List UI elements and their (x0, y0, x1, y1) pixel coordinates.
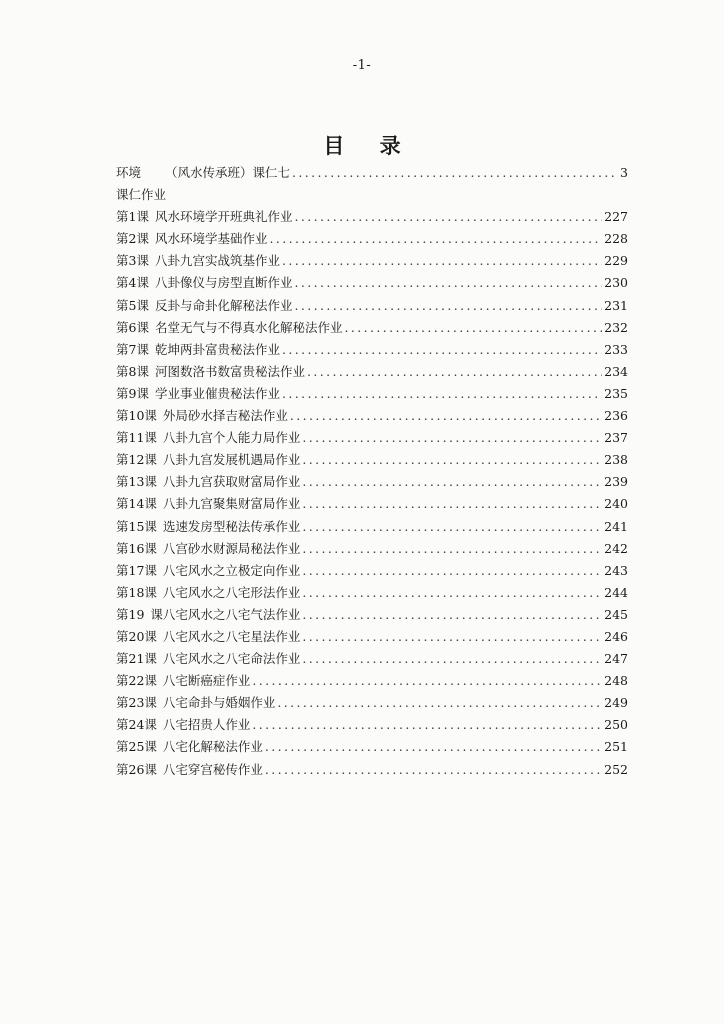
toc-entry (116, 340, 628, 362)
toc-leader-dots (294, 275, 602, 290)
toc-entry (116, 693, 628, 715)
toc-lesson: 第26课 (116, 761, 157, 777)
toc-page: 232 (604, 319, 628, 335)
toc-entry (116, 605, 628, 627)
toc-entry (116, 472, 628, 494)
toc-leader-dots (302, 519, 602, 534)
toc-page: 245 (604, 606, 628, 622)
toc-entry (116, 207, 628, 229)
toc-page: 239 (604, 474, 628, 490)
toc-section-heading (116, 185, 628, 207)
toc-text: 八宅穿宫秘传作业 (162, 761, 263, 777)
toc-page: 236 (604, 408, 628, 424)
toc-page: 230 (604, 275, 628, 291)
toc-entry (116, 539, 628, 561)
toc-leader-dots (302, 541, 602, 556)
toc-lesson: 第7课 (116, 341, 149, 357)
toc-text: 河图数洛书数富贵秘法作业 (154, 363, 305, 379)
toc-page: 243 (604, 562, 628, 578)
toc-page: 250 (604, 717, 628, 733)
toc-entry (116, 428, 628, 450)
toc-entry (116, 671, 628, 693)
toc-entry-label (116, 163, 290, 181)
toc-lesson: 环境 (116, 165, 142, 180)
toc-lesson: 第22课 (116, 673, 157, 689)
toc-lesson: 第18课 (116, 584, 157, 600)
toc-page: 3 (620, 165, 628, 180)
toc-leader-dots (302, 452, 602, 467)
toc-page: 229 (604, 253, 628, 269)
toc-lesson: 第25课 (116, 739, 157, 755)
toc-lesson: 第5课 (116, 297, 149, 313)
toc-text: 风水环境学基础作业 (154, 231, 268, 247)
toc-leader-dots (307, 364, 602, 379)
toc-text: （风水传承班）课仁七 (165, 165, 291, 180)
toc-leader-dots (294, 209, 602, 224)
toc-page: 247 (604, 651, 628, 667)
toc-lesson: 第14课 (116, 496, 157, 512)
toc-text: 八宅风水之八宅星法作业 (162, 628, 301, 644)
toc-page: 240 (604, 496, 628, 512)
toc-leader-dots (292, 165, 618, 180)
toc-entry (116, 583, 628, 605)
toc-text: 学业事业催贵秘法作业 (154, 385, 280, 401)
toc-lesson: 第16课 (116, 540, 157, 556)
toc-entry (116, 406, 628, 428)
toc-entry (116, 362, 628, 384)
toc-lesson: 第23课 (116, 695, 157, 711)
toc-entry (116, 229, 628, 251)
toc-text: 八宅命卦与婚姻作业 (162, 695, 276, 711)
toc-page: 244 (604, 584, 628, 600)
toc-leader-dots (269, 231, 602, 246)
toc-lesson: 第3课 (116, 253, 149, 269)
toc-leader-dots (277, 695, 602, 710)
toc-entry (116, 494, 628, 516)
toc-leader-dots (344, 320, 602, 335)
toc-text: 选速发房型秘法传承作业 (162, 518, 301, 534)
toc-text: 八宅断癌症作业 (162, 673, 251, 689)
toc-page: 238 (604, 452, 628, 468)
toc-lesson: 第21课 (116, 651, 157, 667)
toc-leader-dots (302, 496, 602, 511)
toc-text: 八卦九宫聚集财富局作业 (162, 496, 301, 512)
toc-leader-dots (302, 474, 602, 489)
toc-leader-dots (290, 408, 602, 423)
toc-entry (116, 760, 628, 782)
toc-leader-dots (302, 629, 602, 644)
toc-text: 八卦九宫发展机遇局作业 (162, 452, 301, 468)
toc-text: 八宅风水之立极定向作业 (162, 562, 301, 578)
toc-lesson: 第15课 (116, 518, 157, 534)
toc-text: 八宅化解秘法作业 (162, 739, 263, 755)
toc-entry (116, 251, 628, 273)
toc-text: 八卦像仪与房型直断作业 (154, 275, 293, 291)
toc-entry (116, 450, 628, 472)
toc-leader-dots (302, 651, 602, 666)
toc-text: 八卦九宫获取财富局作业 (162, 474, 301, 490)
toc-lesson: 第12课 (116, 452, 157, 468)
toc-text: 风水环境学开班典礼作业 (154, 209, 293, 225)
toc-entry (116, 715, 628, 737)
toc-page: 241 (604, 518, 628, 534)
toc-text: 课八宅风水之八宅气法作业 (150, 606, 301, 622)
toc-page: 237 (604, 430, 628, 446)
toc-leader-dots (252, 673, 602, 688)
toc-lesson: 第19 (116, 606, 145, 622)
toc-text: 反卦与命卦化解秘法作业 (154, 297, 293, 313)
toc-lesson: 课仁作业 (116, 187, 167, 203)
page-number: -1- (352, 58, 372, 73)
toc-page: 233 (604, 341, 628, 357)
toc-lesson: 第1课 (116, 209, 149, 225)
toc-page: 249 (604, 695, 628, 711)
toc-leader-dots (282, 342, 602, 357)
toc-entry (116, 273, 628, 295)
toc-lesson: 第4课 (116, 275, 149, 291)
toc-text: 八宅风水之八宅命法作业 (162, 651, 301, 667)
toc-title: 目 录 (323, 133, 415, 158)
toc-leader-dots (252, 717, 602, 732)
table-of-contents (116, 163, 628, 782)
toc-entry (116, 627, 628, 649)
toc-lesson: 第13课 (116, 474, 157, 490)
toc-entry (116, 737, 628, 759)
toc-page: 246 (604, 628, 628, 644)
toc-text: 八宅招贵人作业 (162, 717, 251, 733)
toc-entry (116, 561, 628, 583)
toc-leader-dots (302, 563, 602, 578)
toc-page: 251 (604, 739, 628, 755)
toc-text: 乾坤两卦富贵秘法作业 (154, 341, 280, 357)
toc-page: 228 (604, 231, 628, 247)
toc-text: 名堂无气与不得真水化解秘法作业 (154, 319, 343, 335)
toc-leader-dots (265, 762, 602, 777)
toc-page: 234 (604, 363, 628, 379)
toc-entry (116, 296, 628, 318)
toc-page: 248 (604, 673, 628, 689)
toc-text: 八宫砂水财源局秘法作业 (162, 540, 301, 556)
toc-entry (116, 163, 628, 185)
toc-page: 235 (604, 385, 628, 401)
toc-leader-dots (265, 739, 602, 754)
toc-leader-dots (294, 298, 602, 313)
toc-entry (116, 649, 628, 671)
toc-leader-dots (302, 607, 602, 622)
toc-lesson: 第9课 (116, 385, 149, 401)
toc-page: 242 (604, 540, 628, 556)
toc-text: 八卦九宫个人能力局作业 (162, 430, 301, 446)
toc-leader-dots (282, 386, 602, 401)
toc-lesson: 第17课 (116, 562, 157, 578)
toc-page: 252 (604, 761, 628, 777)
toc-lesson: 第24课 (116, 717, 157, 733)
toc-leader-dots (302, 585, 602, 600)
toc-entry (116, 318, 628, 340)
toc-lesson: 第11课 (116, 430, 157, 446)
toc-entry (116, 384, 628, 406)
toc-entry (116, 517, 628, 539)
toc-leader-dots (302, 430, 602, 445)
toc-lesson: 第2课 (116, 231, 149, 247)
toc-lesson: 第10课 (116, 408, 157, 424)
toc-leader-dots (282, 253, 602, 268)
toc-lesson: 第8课 (116, 363, 149, 379)
toc-lesson: 第6课 (116, 319, 149, 335)
toc-lesson: 第20课 (116, 628, 157, 644)
toc-page: 227 (604, 209, 628, 225)
toc-text: 八宅风水之八宅形法作业 (162, 584, 301, 600)
toc-page: 231 (604, 297, 628, 313)
toc-text: 外局砂水择吉秘法作业 (162, 408, 288, 424)
toc-text: 八卦九宫实战筑基作业 (154, 253, 280, 269)
